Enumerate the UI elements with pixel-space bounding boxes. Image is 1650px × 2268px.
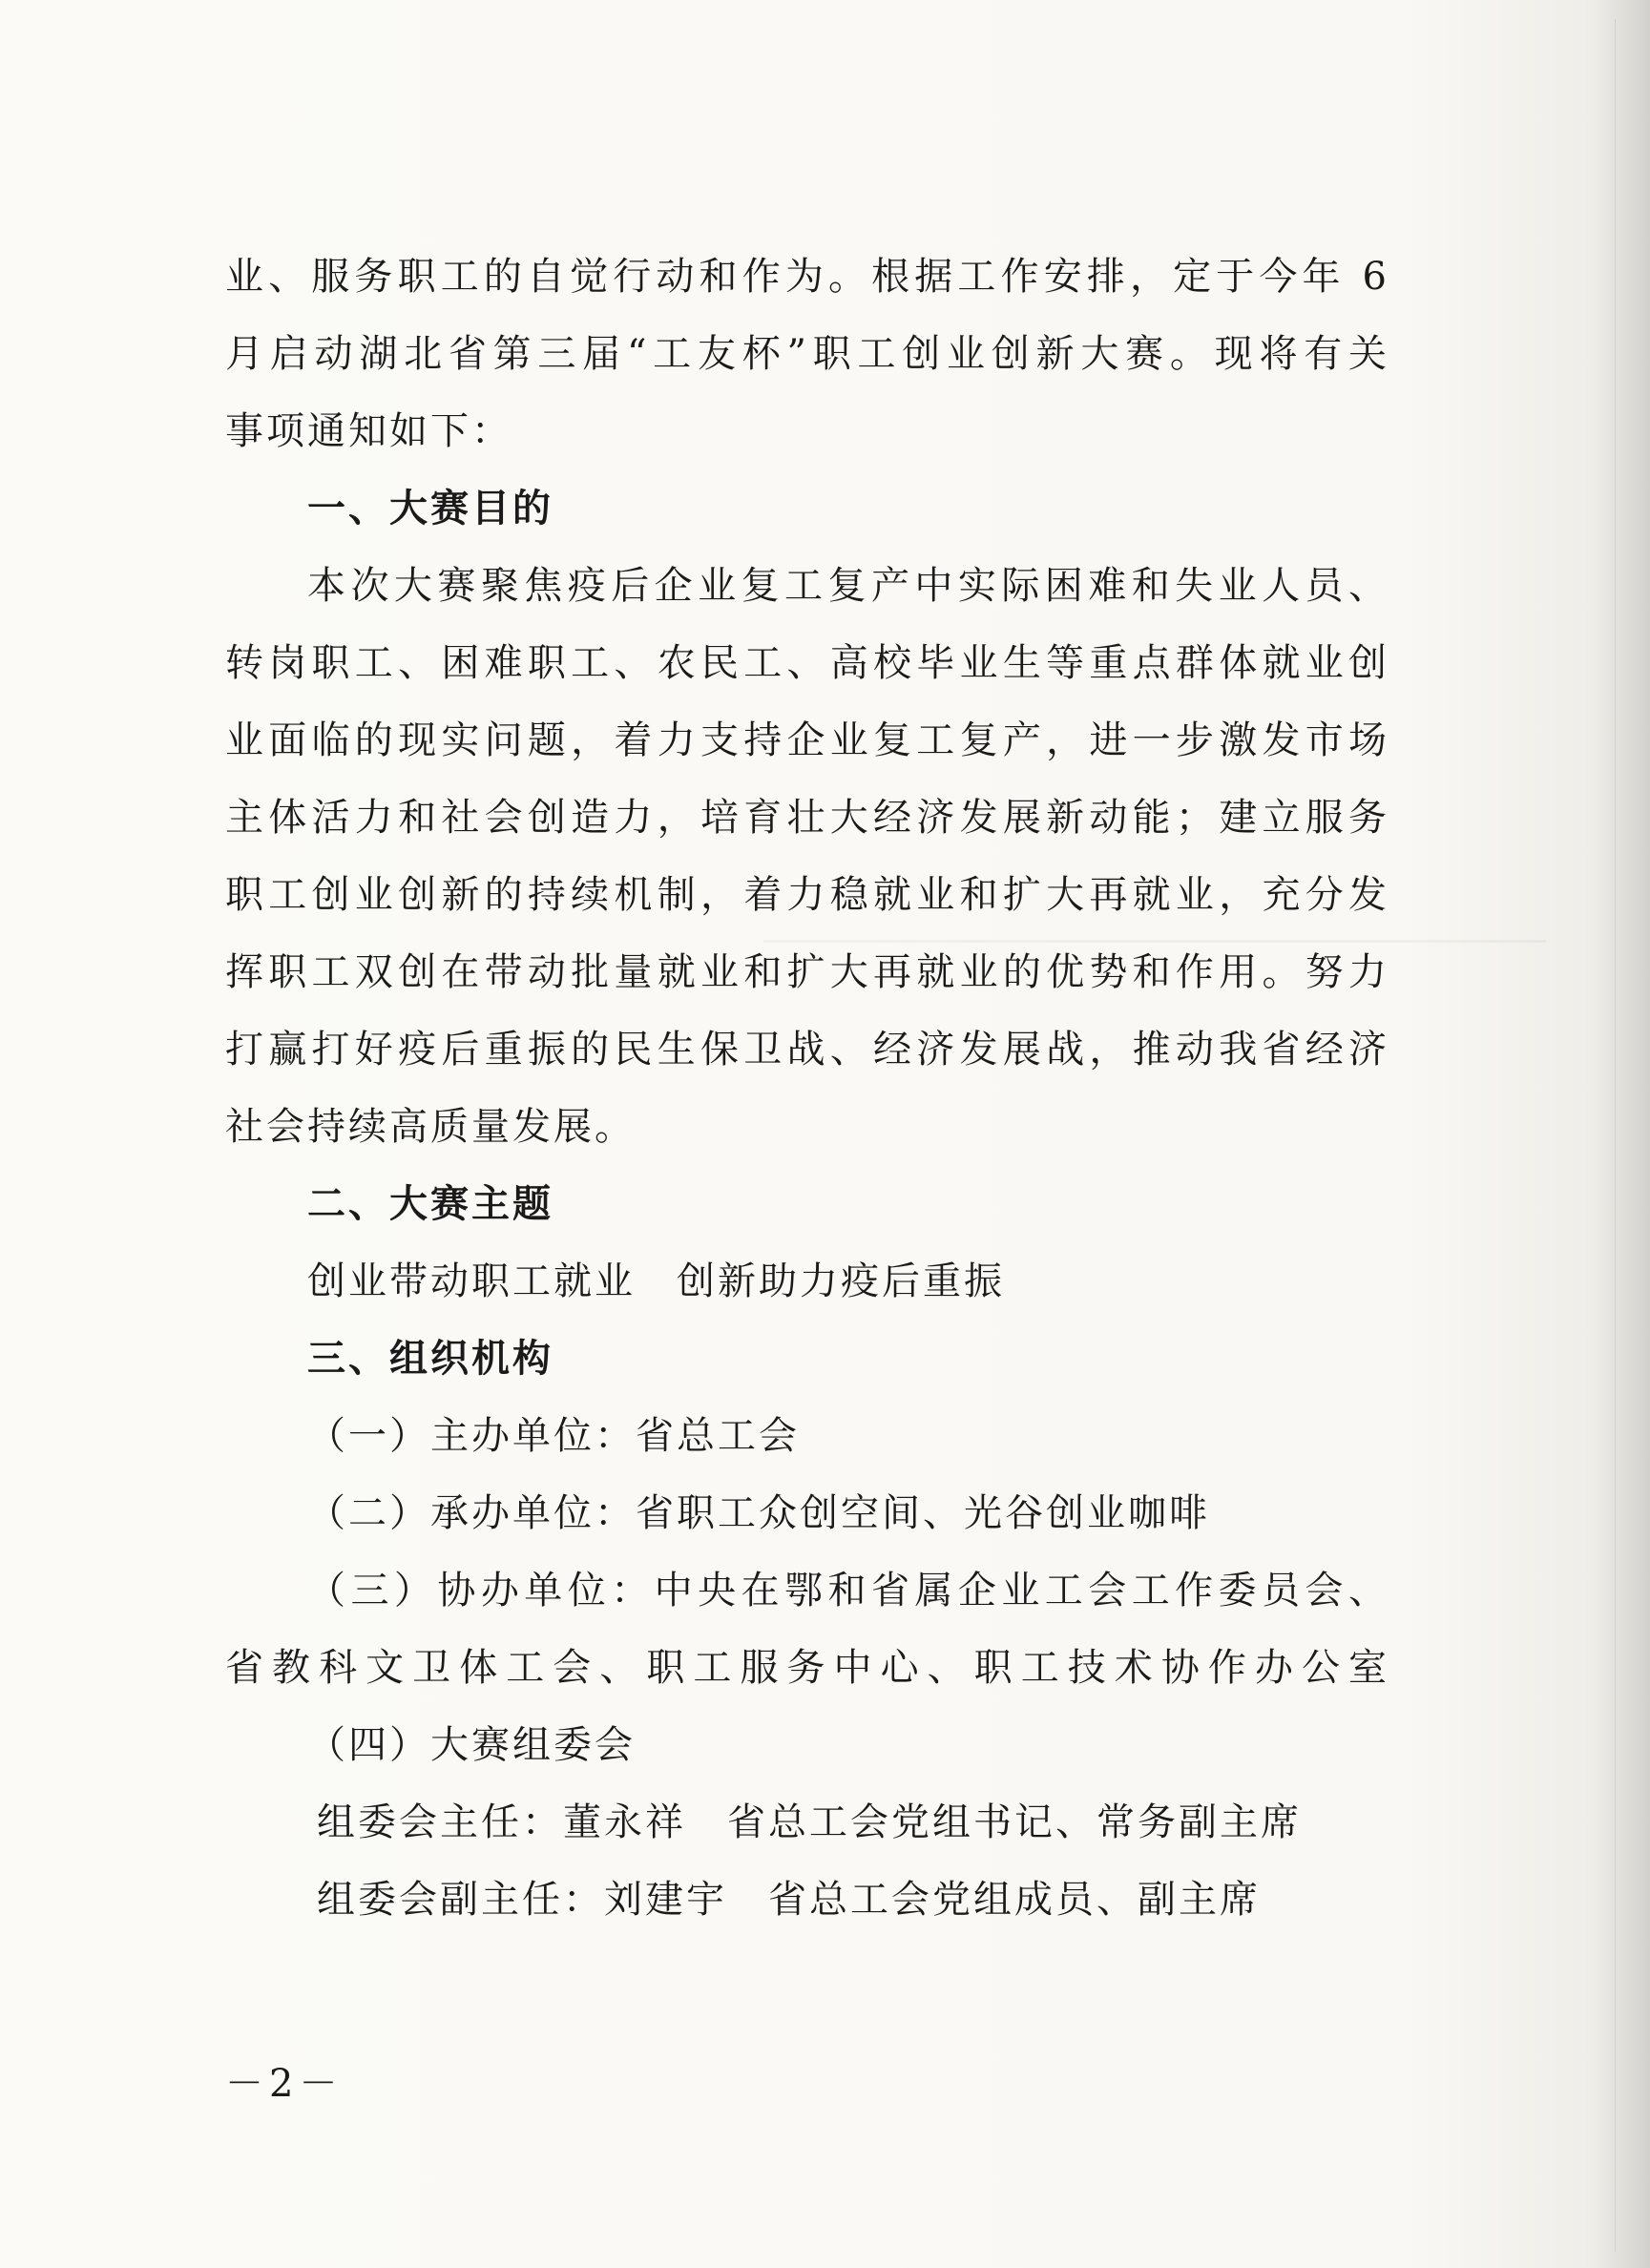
body-line: 职工创业创新的持续机制，着力稳就业和扩大再就业，充分发 xyxy=(225,873,1389,917)
org-item: （三）协办单位：中央在鄂和省属企业工会工作委员会、 xyxy=(307,1569,1389,1613)
section-heading-purpose: 一、大赛目的 xyxy=(307,487,553,531)
body-line: 月启动湖北省第三届“工友杯”职工创业创新大赛。现将有关 xyxy=(225,332,1389,376)
org-item: （二）承办单位：省职工众创空间、光谷创业咖啡 xyxy=(307,1491,1210,1535)
org-item: （四）大赛组委会 xyxy=(307,1723,636,1767)
org-item: 省教科文卫体工会、职工服务中心、职工技术协作办公室 xyxy=(225,1646,1389,1690)
body-line: 事项通知如下： xyxy=(225,409,512,453)
scan-edge-shadow xyxy=(1593,0,1650,2268)
theme-line: 创业带动职工就业 创新助力疫后重振 xyxy=(307,1259,1005,1303)
scan-edge-line xyxy=(1615,19,1616,2252)
body-line: 业面临的现实问题，着力支持企业复工复产，进一步激发市场 xyxy=(225,718,1389,762)
page-number: －2－ xyxy=(225,2062,344,2106)
section-heading-organization: 三、组织机构 xyxy=(307,1337,553,1381)
body-line: 主体活力和社会创造力，培育壮大经济发展新动能；建立服务 xyxy=(225,796,1389,840)
body-line: 挥职工双创在带动批量就业和扩大再就业的优势和作用。努力 xyxy=(225,950,1389,994)
body-line: 社会持续高质量发展。 xyxy=(225,1105,636,1149)
org-item: （一）主办单位：省总工会 xyxy=(307,1414,800,1458)
body-line: 打赢打好疫后重振的民生保卫战、经济发展战，推动我省经济 xyxy=(225,1028,1389,1072)
committee-line: 组委会副主任：刘建宇 省总工会党组成员、副主席 xyxy=(317,1878,1261,1922)
body-line: 业、服务职工的自觉行动和作为。根据工作安排，定于今年 6 xyxy=(225,255,1389,299)
body-line: 转岗职工、困难职工、农民工、高校毕业生等重点群体就业创 xyxy=(225,641,1389,685)
body-line: 本次大赛聚焦疫后企业复工复产中实际困难和失业人员、 xyxy=(307,564,1389,608)
document-body xyxy=(225,239,1389,1939)
section-heading-theme: 二、大赛主题 xyxy=(307,1182,553,1226)
committee-line: 组委会主任：董永祥 省总工会党组书记、常务副主席 xyxy=(317,1800,1302,1844)
